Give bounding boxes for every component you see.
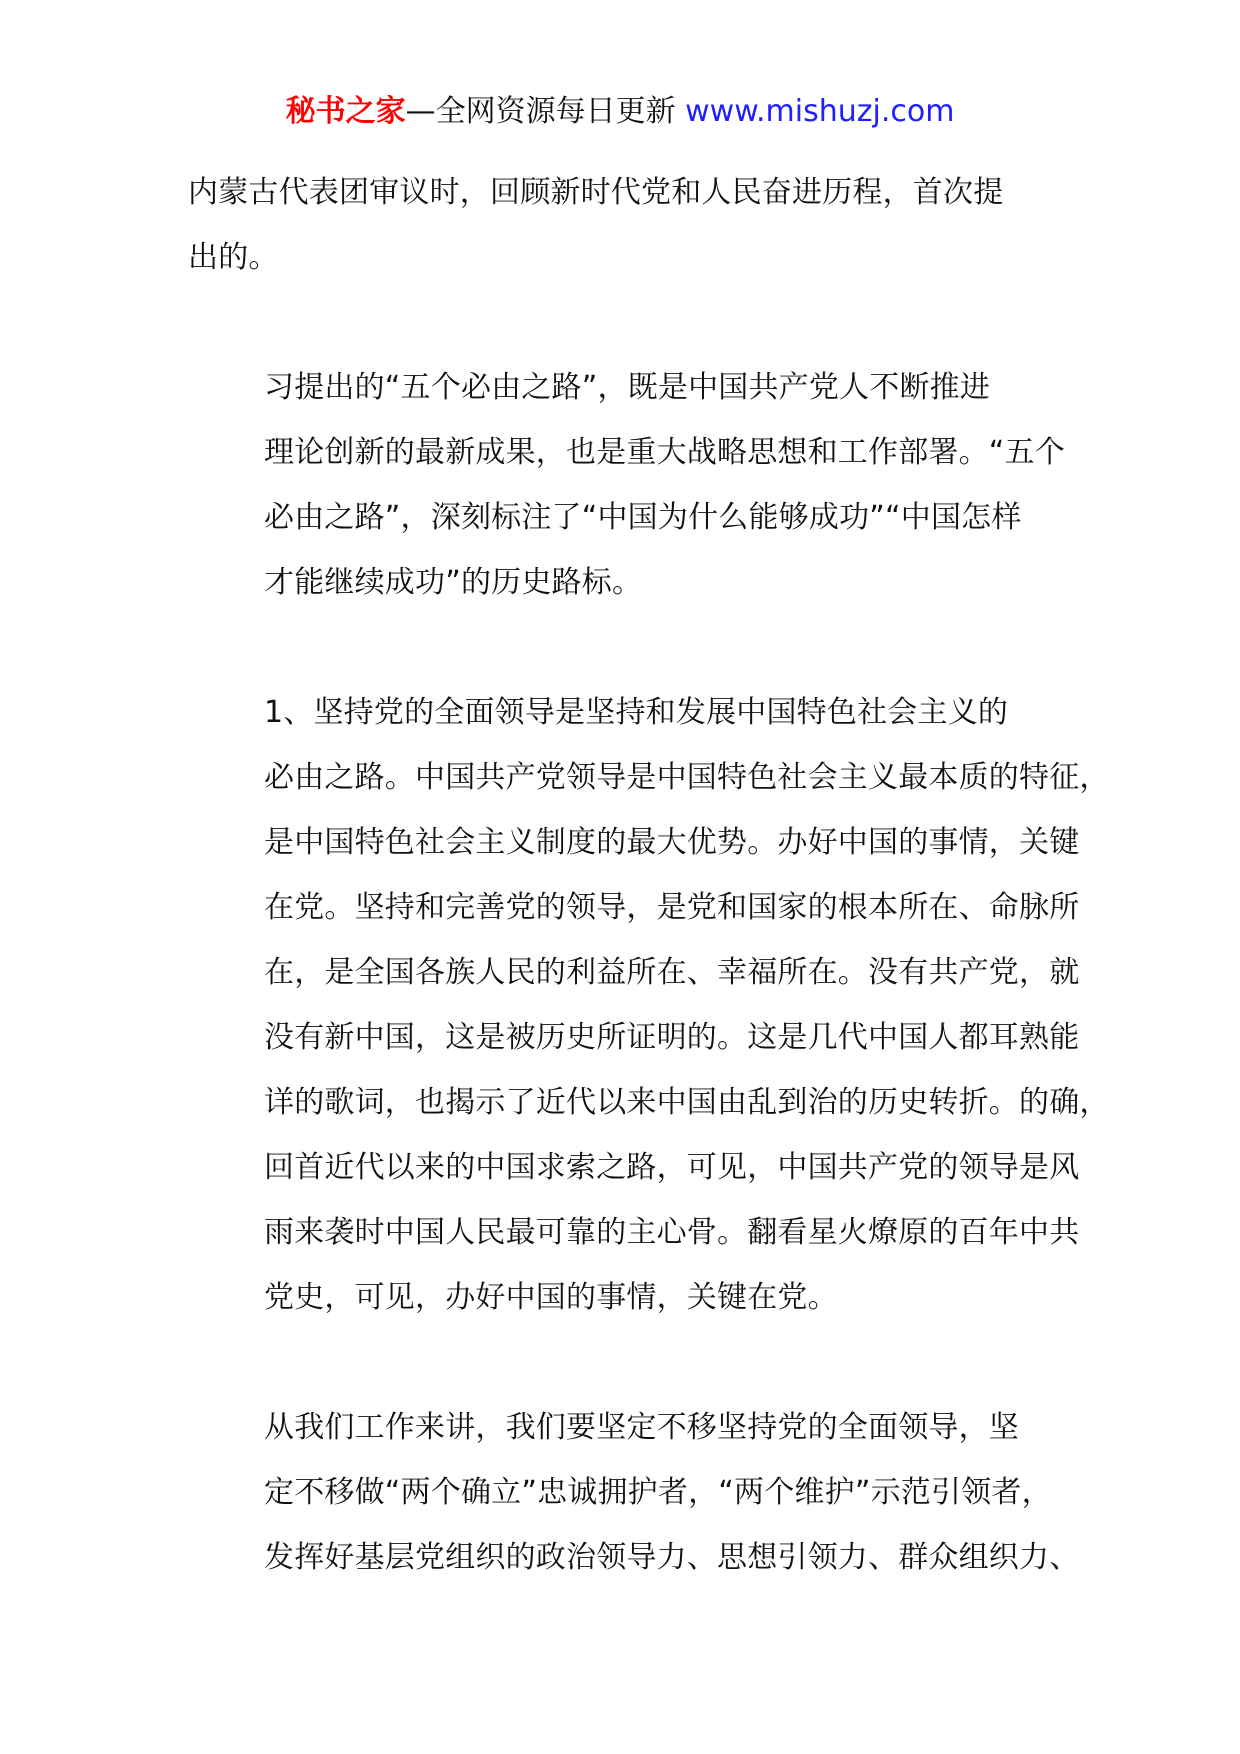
text-line: 党史，可见，办好中国的事情，关键在党。 [264,1280,838,1315]
paragraph-five-paths [188,355,1068,615]
text-line: 发挥好基层党组织的政治领导力、思想引领力、群众组织力、 [264,1540,1080,1575]
text-line: 习提出的“五个必由之路”，既是中国共产党人不断推进 [264,370,991,405]
text-line: 1、坚持党的全面领导是坚持和发展中国特色社会主义的 [264,695,1009,730]
text-line: 必由之路。中国共产党领导是中国特色社会主义最本质的特征， [264,760,1110,795]
paragraph-our-work [188,1395,1080,1590]
header-tagline: —全网资源每日更新 [405,94,676,129]
site-header [0,92,1240,132]
text-line: 在党。坚持和完善党的领导，是党和国家的根本所在、命脉所 [264,890,1080,925]
text-line: 没有新中国，这是被历史所证明的。这是几代中国人都耳熟能 [264,1020,1080,1055]
paragraph-continuation [188,160,1068,290]
document-body [188,160,1110,1655]
text-line: 内蒙古代表团审议时，回顾新时代党和人民奋进历程，首次提 [188,175,1004,210]
text-line: 雨来袭时中国人民最可靠的主心骨。翻看星火燎原的百年中共 [264,1215,1080,1250]
text-line: 理论创新的最新成果，也是重大战略思想和工作部署。“五个 [264,435,1065,470]
text-line: 必由之路”，深刻标注了“中国为什么能够成功”“中国怎样 [264,500,1022,535]
text-line: 才能继续成功”的历史路标。 [264,565,643,600]
text-line: 详的歌词，也揭示了近代以来中国由乱到治的历史转折。的确， [264,1085,1110,1120]
text-line: 出的。 [188,240,279,275]
text-line: 是中国特色社会主义制度的最大优势。办好中国的事情，关键 [264,825,1080,860]
text-line: 回首近代以来的中国求索之路，可见，中国共产党的领导是风 [264,1150,1080,1185]
paragraph-point-1 [188,680,1110,1330]
text-line: 从我们工作来讲，我们要坚定不移坚持党的全面领导，坚 [264,1410,1019,1445]
text-line: 在，是全国各族人民的利益所在、幸福所在。没有共产党，就 [264,955,1080,990]
site-url-link[interactable]: www.mishuzj.com [685,94,955,129]
text-line: 定不移做“两个确立”忠诚拥护者，“两个维护”示范引领者， [264,1475,1052,1510]
brand-name: 秘书之家 [285,94,406,129]
